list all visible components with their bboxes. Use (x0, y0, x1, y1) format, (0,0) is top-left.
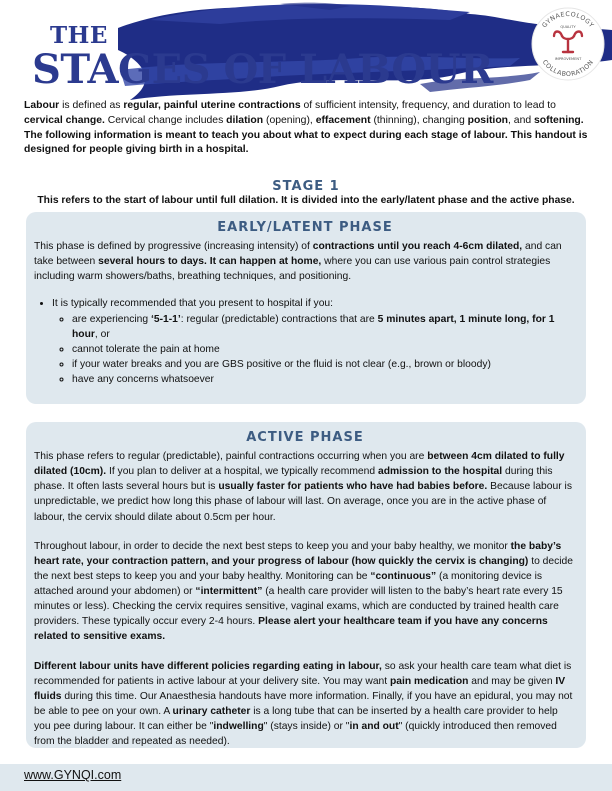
logo-small-text-1: QUALITY (560, 25, 576, 29)
stage-1-heading: STAGE 1 (272, 179, 340, 194)
active-phase-heading: ACTIVE PHASE (246, 430, 364, 445)
logo-small-text-2: IMPROVEMENT (554, 57, 582, 61)
gynaecology-collaboration-logo (530, 6, 606, 82)
active-phase-paragraph-1: This phase refers to regular (predictable), painful contractions occurring when you are between 4cm dilated to fully dilated (10cm). If you plan to deliver at a hospital, we typically recommend admission to the hospital during this phase. It often lasts several hours but is usually faster for patients who have had babies before. Because labour is unpredictable, we predict how long this phase of labour will last. On average, once you are in the active phase of labour, the cervix should dilate about 0.5cm per hour. (34, 451, 572, 523)
list-item: ◦ if your water breaks and you are GBS positive or the fluid is not clear (e.g., brown or bloody) (72, 357, 576, 372)
active-phase-section (26, 422, 586, 748)
stage-1-subtitle: This refers to the start of labour until full dilation. It is divided into the early/latent phase and the active phase. (37, 195, 575, 206)
title-prefix: THE (50, 22, 108, 49)
list-item: ◦ cannot tolerate the pain at home (72, 342, 576, 357)
footer-bar (0, 764, 612, 791)
list-item: ◦ have any concerns whatsoever (72, 372, 576, 387)
logo-top-text: GYNAECOLOGY (541, 10, 596, 30)
active-phase-paragraph-3: Different labour units have different policies regarding eating in labour, so ask your health care team what diet is recommended for patients in active labour at your delivery site. You may want pain medication and may be given IV fluids during this time. Our Anaesthesia handouts have more information. Finally, if you have an epidural, you may not be able to pee on your own. A urinary catheter is a long tube that can be inserted by a health care provider to help you pee during labour. It can either be "indwelling" (stays inside) or "in and out" (quickly introduced then removed from the bladder and repeated as needed). (34, 660, 573, 748)
active-phase-paragraph-2: Throughout labour, in order to decide the next best steps to keep you and your baby healthy, we monitor the baby’s heart rate, your contraction pattern, and your progress of labour (how quickly the cervix is changing) to decide the next best steps to keep you and your baby healthy. Monitoring can be “continuous” (a monitoring device is attached around your abdomen) or “intermittent” (a health care provider will listen to the baby’s heart rate every 15 minutes or less). Checking the cervix requires sensitive, vaginal exams, which are conducted by trained health care providers. These typically occur every 2-4 hours. Please alert your healthcare team if you have any concerns related to sensitive exams. (34, 540, 573, 643)
website-link[interactable]: www.GYNQI.com (24, 768, 122, 782)
early-latent-heading: EARLY/LATENT PHASE (217, 220, 393, 235)
list-item: ◦ are experiencing ‘5-1-1’: regular (predictable) contractions that are 5 minutes apart, 1 minute long, for 1 hour, or (72, 312, 576, 342)
intro-paragraph: Labour is defined as regular, painful uterine contractions of sufficient intensity, frequency, and duration to lead to cervical change. Cervical change includes dilation (opening), effacement (thinning), changing position, and softening. The following information is meant to teach you about what to expect during each stage of labour. This handout is designed for people giving birth in a hospital. (24, 100, 588, 156)
early-latent-paragraph: This phase is defined by progressive (increasing intensity) of contractions until you reach 4-6cm dilated, and can take between several hours to days. It can happen at home, where you can use various pain control strategies including warm showers/baths, breathing techniques, and positioning. (34, 241, 562, 283)
page-title: STAGES OF LABOUR (32, 46, 493, 93)
early-latent-phase-section (26, 212, 586, 404)
hospital-criteria-list (34, 296, 576, 387)
logo-bottom-text: COLLABORATION (540, 58, 596, 79)
list-item: • It is typically recommended that you present to hospital if you: ◦ are experiencing ‘5-1-1’: regular (predictable) contractions that are 5 minutes apart, 1 minute long, for 1 hour, or ◦ cannot tolerate the pain at home ◦ if your water breaks and you are GBS positive or the fluid is not clear (e.g., brown or bloody) ◦ have any concerns whatsoever (52, 296, 576, 387)
